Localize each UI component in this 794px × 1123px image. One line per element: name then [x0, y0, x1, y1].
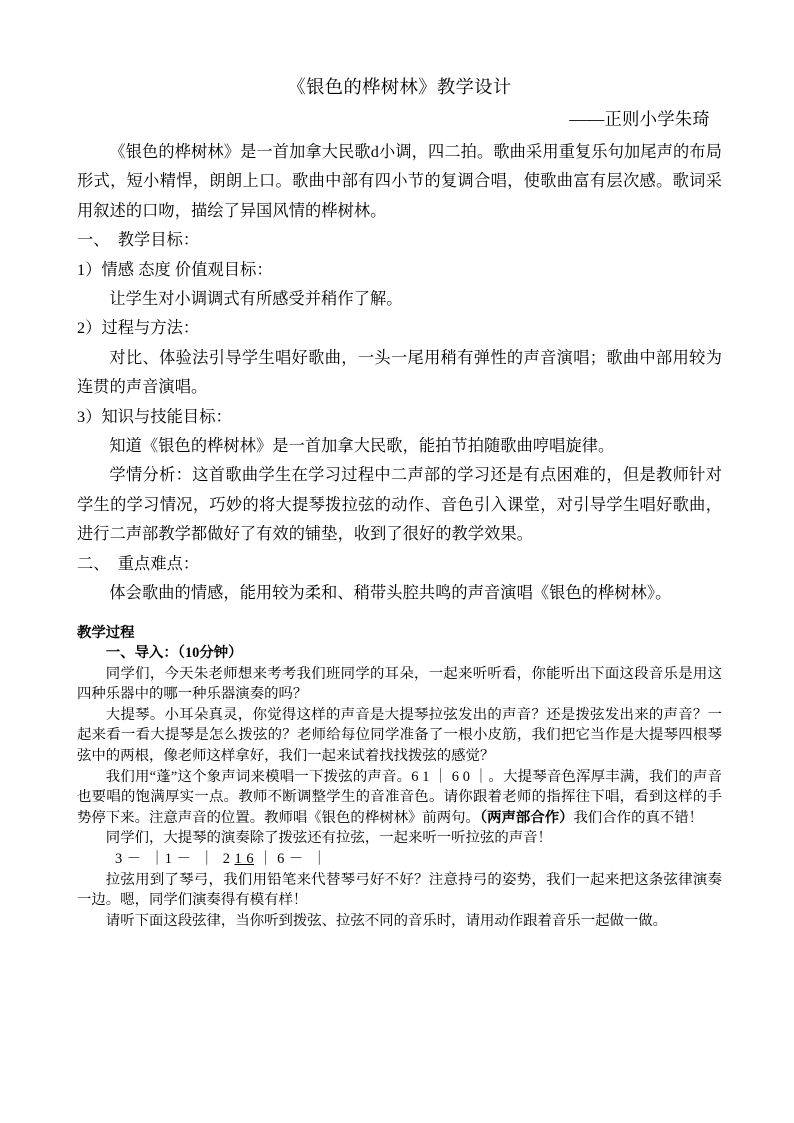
- music-notation-2: [77, 849, 722, 870]
- process-paragraph-2: 大提琴。小耳朵真灵，你觉得这样的声音是大提琴拉弦发出的声音？还是拨弦发出来的声音？一起来看一看大提琴是怎么拨弦的？老师给每位同学准备了一根小皮筋，我们把它当作是大提琴四根琴弦中的两根，像老师这样拿好，我们一起来试着找找拨弦的感觉？: [77, 706, 722, 765]
- objective-2-label: 2）过程与方法：: [77, 319, 200, 338]
- page-title: 《银色的桦树林》教学设计: [287, 77, 512, 97]
- document-content: [77, 72, 722, 931]
- process-paragraph-1: 同学们，今天朱老师想来考考我们班同学的耳朵，一起来听听看，你能听出下面这段音乐是用这四种乐器中的哪一种乐器演奏的吗？: [77, 665, 722, 703]
- music-notation-2-post: ｜ 6 － ｜: [254, 851, 327, 868]
- process-paragraph-3a: 我们用“蓬”这个象声词来模唱一下拨弦的声音。: [105, 768, 412, 785]
- intro-paragraph: 《银色的桦树林》是一首加拿大民歌d小调，四二拍。歌曲采用重复乐句加尾声的布局形式，短小精悍，朗朗上口。歌曲中部有四小节的复调合唱，使歌曲富有层次感。歌词采用叙述的口吻，描绘了异国风情的桦树林。: [77, 143, 722, 220]
- process-step-1-heading: 一、导入：（10分钟）: [105, 645, 243, 662]
- process-paragraph-4: 同学们，大提琴的演奏除了拨弦还有拉弦，一起来听一听拉弦的声音！: [105, 830, 552, 847]
- author-byline: ——正则小学朱琦: [569, 109, 710, 129]
- two-part-cooperation-label: （两声部合作）: [479, 809, 574, 826]
- music-notation-2-underlined: 1 6: [234, 851, 255, 868]
- objective-1-text: 让学生对小调调式有所感受并稍作了解。: [109, 290, 403, 309]
- objectives-heading: 一、 教学目标：: [77, 231, 200, 250]
- process-paragraph-6: 请听下面这段弦律，当你听到拨弦、拉弦不同的音乐时，请用动作跟着音乐一起做一做。: [105, 912, 668, 929]
- objective-1-label: 1）情感 态度 价值观目标：: [77, 260, 273, 279]
- objective-3-text: 知道《银色的桦树林》是一首加拿大民歌，能拍节拍随歌曲哼唱旋律。: [109, 437, 615, 456]
- section-spacer: [77, 609, 722, 623]
- student-analysis-paragraph: 学情分析：这首歌曲学生在学习过程中二声部的学习还是有点困难的，但是教师针对学生的学习情况，巧妙的将大提琴拨拉弦的动作、音色引入课堂，对引导学生唱好歌曲，进行二声部教学都做好了有效的铺垫，收到了很好的教学效果。: [77, 466, 722, 544]
- teaching-process-block: [77, 623, 722, 932]
- process-paragraph-3c: 我们合作的真不错！: [573, 809, 704, 826]
- difficulty-heading: 二、 重点难点：: [77, 554, 200, 573]
- difficulty-text: 体会歌曲的情感，能用较为柔和、稍带头腔共鸣的声音演唱《银色的桦树林》。: [109, 584, 672, 603]
- process-paragraph-3b: 大提琴音色浑厚丰满，我们的声音也要唱的饱满厚实一点。教师不断调整学生的音准音色。请你跟着老师的指挥往下唱，看到这样的手势停下来。注意声音的位置。教师唱《银色的桦树林》前两句。: [77, 768, 722, 826]
- process-paragraph-5: 拉弦用到了琴弓，我们用铅笔来代替琴弓好不好？注意持弓的姿势，我们一起来把这条弦律演奏一边。嗯，同学们演奏得有模有样！: [77, 871, 722, 909]
- process-heading: 教学过程: [77, 624, 135, 641]
- objective-3-label: 3）知识与技能目标：: [77, 407, 232, 426]
- music-notation-2-pre: 3 － ｜1 － ｜ 2: [115, 851, 235, 868]
- upper-text-block: [77, 72, 722, 609]
- objective-2-text: 对比、体验法引导学生唱好歌曲，一头一尾用稍有弹性的声音演唱；歌曲中部用较为连贯的声音演唱。: [77, 348, 722, 397]
- music-notation-1: 6 1 ｜ 6 0 ｜。: [411, 768, 504, 785]
- process-paragraph-3: [77, 767, 722, 829]
